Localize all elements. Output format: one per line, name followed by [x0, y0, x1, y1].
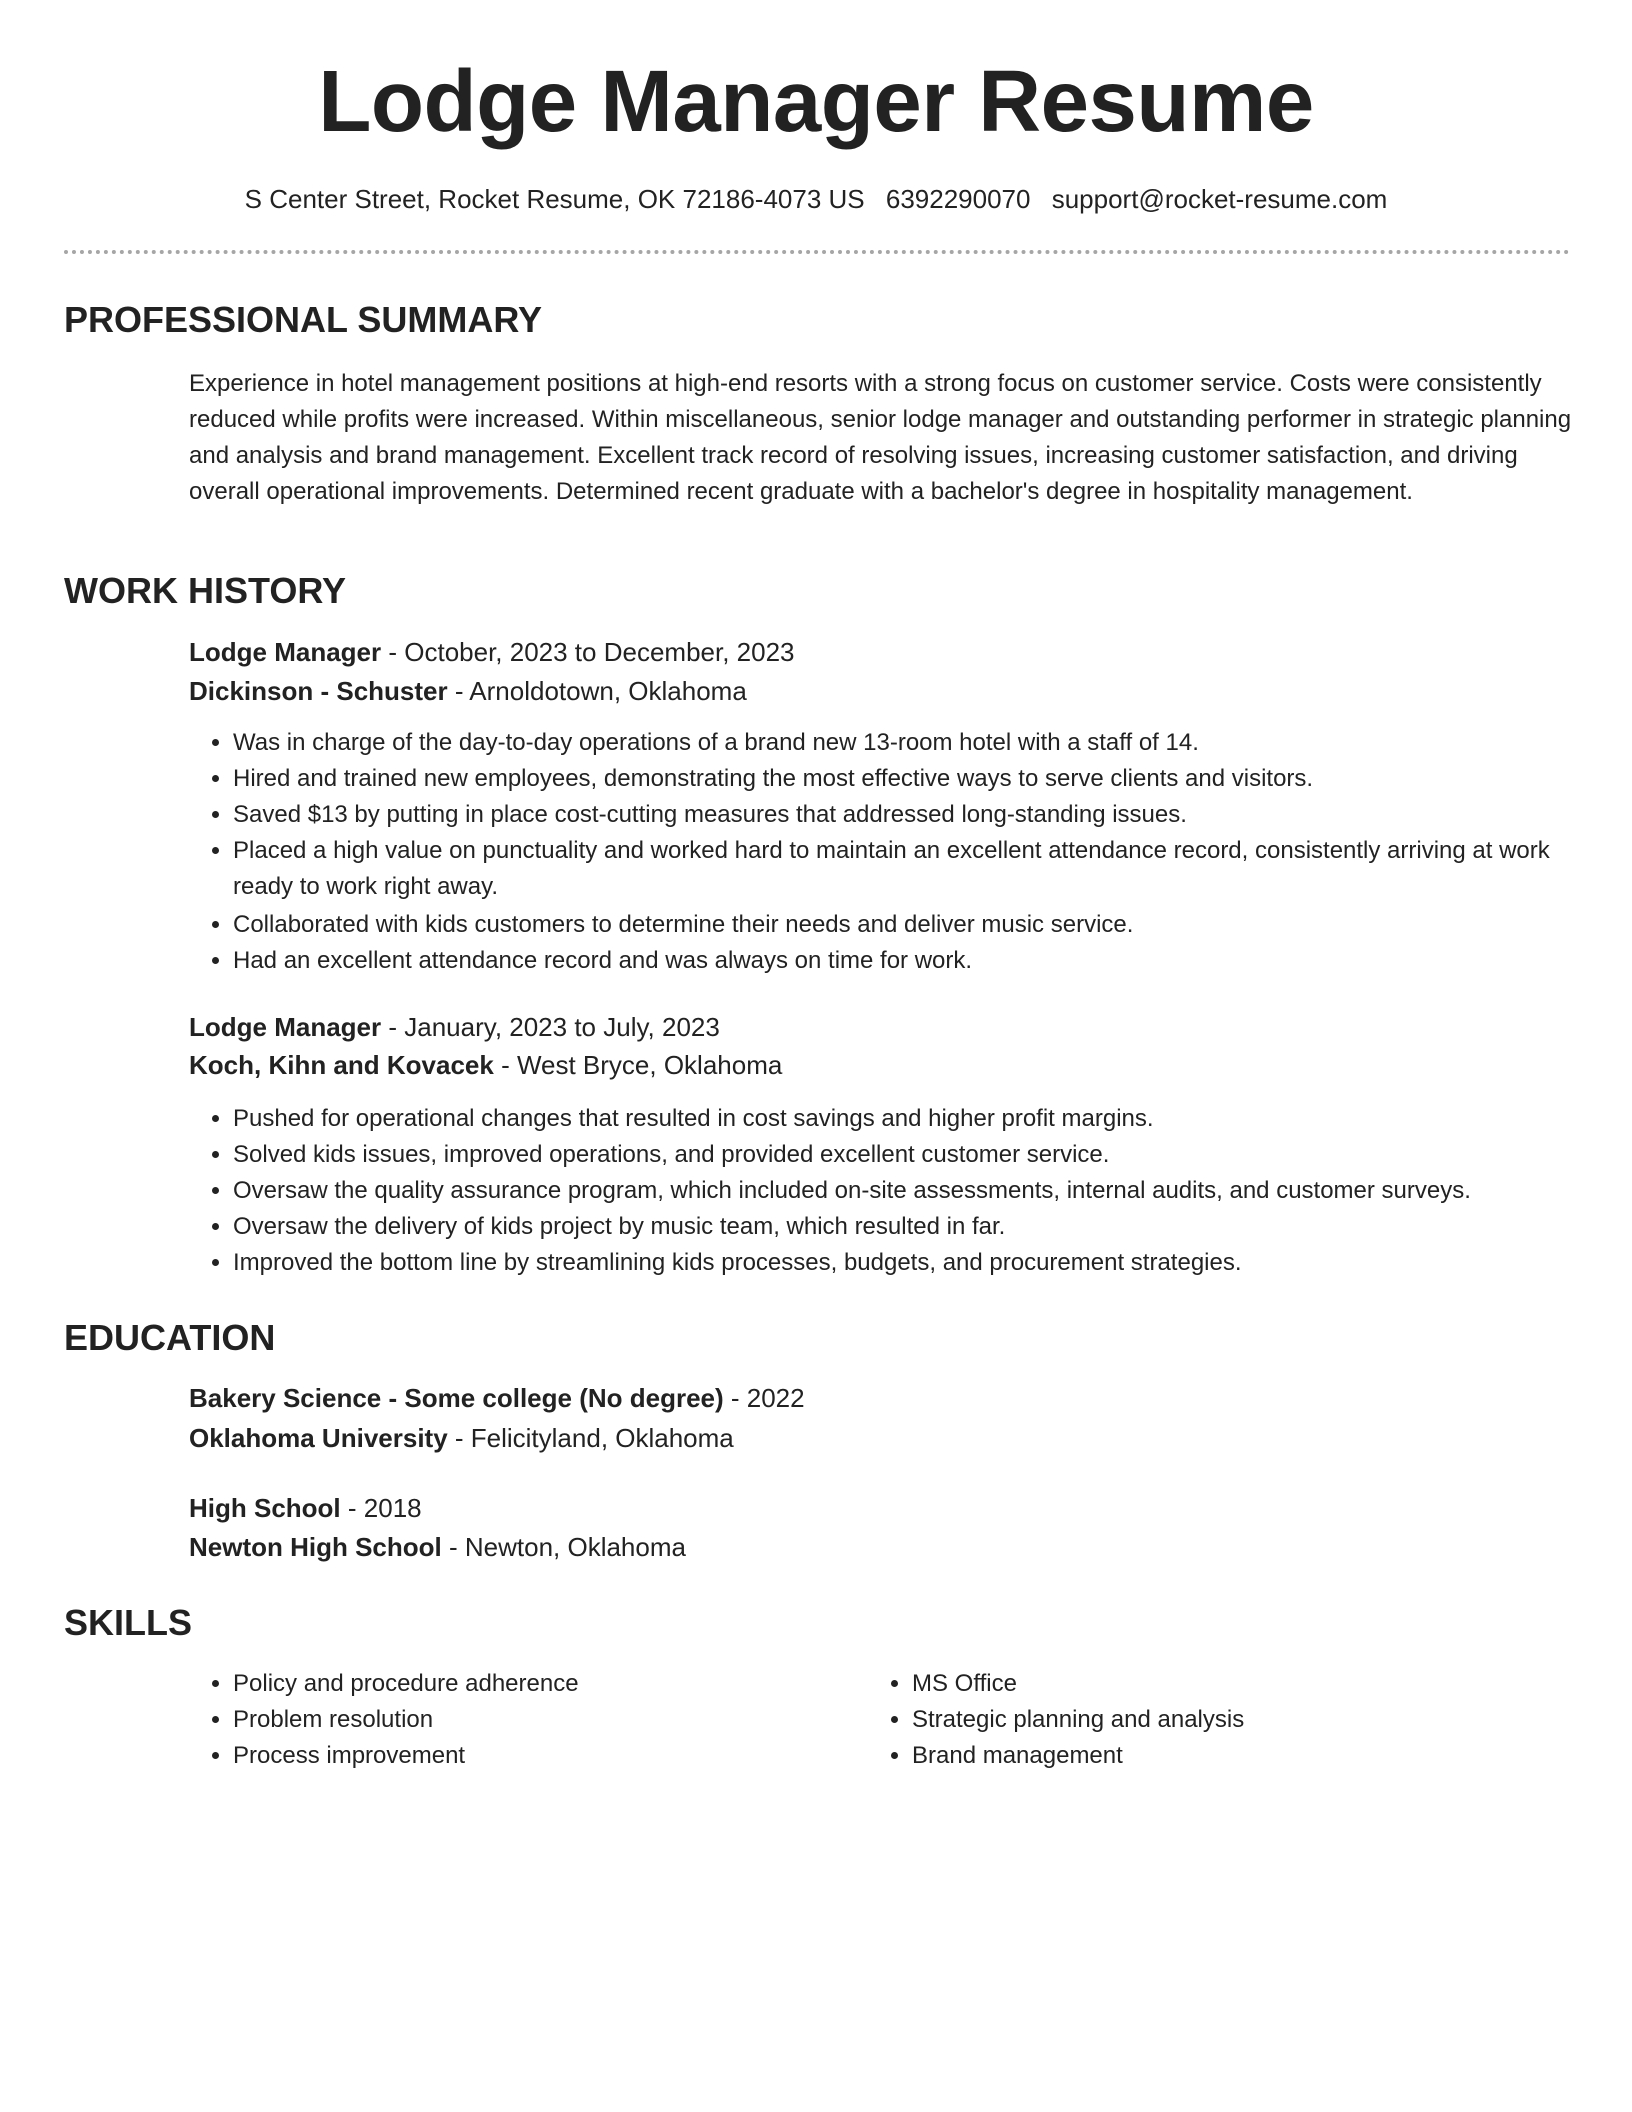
education-school: Newton High School	[189, 1532, 442, 1562]
education-heading: EDUCATION	[64, 1317, 276, 1358]
education-year: - 2022	[723, 1383, 805, 1413]
skill-item: • MS Office	[912, 1666, 1568, 1702]
job-location: - Arnoldotown, Oklahoma	[447, 676, 747, 706]
education-location: - Newton, Oklahoma	[441, 1532, 686, 1562]
job-company-line	[189, 1049, 782, 1081]
job-company-line	[189, 675, 747, 707]
job-dates: - January, 2023 to July, 2023	[381, 1012, 720, 1042]
job-location: - West Bryce, Oklahoma	[493, 1050, 783, 1080]
skills-list-right	[868, 1666, 1568, 1774]
job-bullet: • Oversaw the delivery of kids project by music team, which resulted in far.	[233, 1209, 1574, 1245]
education-school: Oklahoma University	[189, 1423, 448, 1453]
skills-heading: SKILLS	[64, 1602, 193, 1643]
job-bullet: • Oversaw the quality assurance program, which included on-site assessments, internal audits, and customer surveys.	[233, 1173, 1574, 1209]
summary-heading: PROFESSIONAL SUMMARY	[64, 299, 543, 340]
work-history-heading: WORK HISTORY	[64, 570, 347, 611]
skill-item: • Strategic planning and analysis	[912, 1702, 1568, 1738]
education-school-line	[189, 1422, 734, 1454]
contact-phone: 6392290070	[885, 184, 1031, 214]
job-bullet: • Solved kids issues, improved operations, and provided excellent customer service.	[233, 1137, 1574, 1173]
skills-list-left	[189, 1666, 849, 1774]
education-school-line	[189, 1531, 686, 1563]
job-bullet: • Hired and trained new employees, demonstrating the most effective ways to serve clients and visitors.	[233, 761, 1574, 797]
header-divider	[64, 250, 1570, 254]
skill-item: • Policy and procedure adherence	[233, 1666, 849, 1702]
job-title: Lodge Manager	[189, 637, 382, 667]
job-title: Lodge Manager	[189, 1012, 382, 1042]
contact-line	[0, 183, 1632, 215]
skill-item: • Brand management	[912, 1738, 1568, 1774]
job-title-line	[189, 636, 795, 668]
contact-address: S Center Street, Rocket Resume, OK 72186-4073 US	[244, 184, 865, 214]
summary-text: Experience in hotel management positions at high-end resorts with a strong focus on customer service. Costs were consistently reduced while profits were increased. Within miscellaneous, senior lodge manager and outstanding performer in strategic planning and analysis and brand management. Excellent track record of resolving issues, increasing customer satisfaction, and driving overall operational improvements. Determined recent graduate with a bachelor's degree in hospitality management.	[189, 370, 1572, 505]
job-bullet-list	[189, 1101, 1574, 1281]
contact-email: support@rocket-resume.com	[1051, 184, 1388, 214]
skill-item: • Problem resolution	[233, 1702, 849, 1738]
job-bullet: • Pushed for operational changes that resulted in cost savings and higher profit margins.	[233, 1101, 1574, 1137]
job-bullet: • Saved $13 by putting in place cost-cutting measures that addressed long-standing issues.	[233, 797, 1574, 833]
job-bullet-list	[189, 725, 1574, 979]
job-bullet: • Collaborated with kids customers to determine their needs and deliver music service.	[233, 907, 1574, 943]
education-degree: Bakery Science - Some college (No degree)	[189, 1383, 724, 1413]
education-degree-line	[189, 1382, 805, 1414]
job-bullet: • Was in charge of the day-to-day operations of a brand new 13-room hotel with a staff of 14.	[233, 725, 1574, 761]
education-degree-line	[189, 1492, 422, 1524]
job-company: Koch, Kihn and Kovacek	[189, 1050, 494, 1080]
resume-title: Lodge Manager Resume	[318, 53, 1314, 150]
education-year: - 2018	[340, 1493, 422, 1523]
job-bullet: • Placed a high value on punctuality and worked hard to maintain an excellent attendance record, consistently arriving at work ready to work right away.	[233, 833, 1574, 905]
job-bullet: • Improved the bottom line by streamlining kids processes, budgets, and procurement strategies.	[233, 1245, 1574, 1281]
job-company: Dickinson - Schuster	[189, 676, 448, 706]
job-title-line	[189, 1011, 720, 1043]
education-degree: High School	[189, 1493, 341, 1523]
education-location: - Felicityland, Oklahoma	[447, 1423, 734, 1453]
skill-item: • Process improvement	[233, 1738, 849, 1774]
job-bullet: • Had an excellent attendance record and was always on time for work.	[233, 943, 1574, 979]
job-dates: - October, 2023 to December, 2023	[381, 637, 795, 667]
